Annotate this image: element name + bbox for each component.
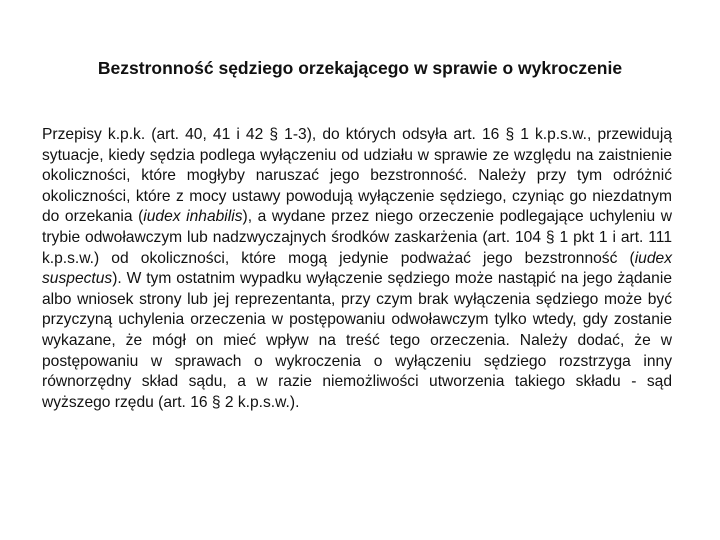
paragraph-text-part-1: Przepisy k.p.k. (art. 40, 41 i 42 § 1-3), do których odsyła art. 16 § 1 k.p.s.w., przewidują sytuacje, kiedy sędzia podlega wyłączeniu od udziału w sprawie ze względu na zaistnienie okoliczności, które mogłyby naruszać jego bezstronność. Należy przy tym odróżnić okoliczności, które z mocy ustawy powodują wyłączenie sędziego, czyniąc go niezdatnym do orzekania ( bbox=[42, 126, 672, 226]
body-paragraph bbox=[42, 125, 672, 413]
slide-title: Bezstronność sędziego orzekającego w sprawie o wykroczenie bbox=[97, 58, 623, 78]
paragraph-text-part-2: ), a wydane przez niego orzeczenie podlegające uchyleniu w trybie odwoławczym lub nadzwyczajnych środków zaskarżenia (art. 104 § 1 pkt 1 i art. 111 k.p.s.w.) od okoliczności, które mogą jedynie podważać jego bezstronność ( bbox=[42, 208, 672, 267]
latin-term-iudex-suspectus: iudex suspectus bbox=[42, 249, 672, 288]
paragraph-text-part-3: ). W tym ostatnim wypadku wyłączenie sędziego może nastąpić na jego żądanie albo wniosek strony lub jej reprezentanta, przy czym brak wyłączenia sędziego może być przyczyną uchylenia orzeczenia w postępowaniu odwoławczym tylko wtedy, gdy zostanie wykazane, że mógł on mieć wpływ na treść tego orzeczenia. Należy dodać, że w postępowaniu w sprawach o wykroczenia o wyłączeniu sędziego rozstrzyga inny równorzędny skład sądu, a w razie niemożliwości utworzenia takiego składu - sąd wyższego rzędu (art. 16 § 2 k.p.s.w.). bbox=[42, 270, 672, 411]
latin-term-iudex-inhabilis: iudex inhabilis bbox=[143, 208, 243, 226]
